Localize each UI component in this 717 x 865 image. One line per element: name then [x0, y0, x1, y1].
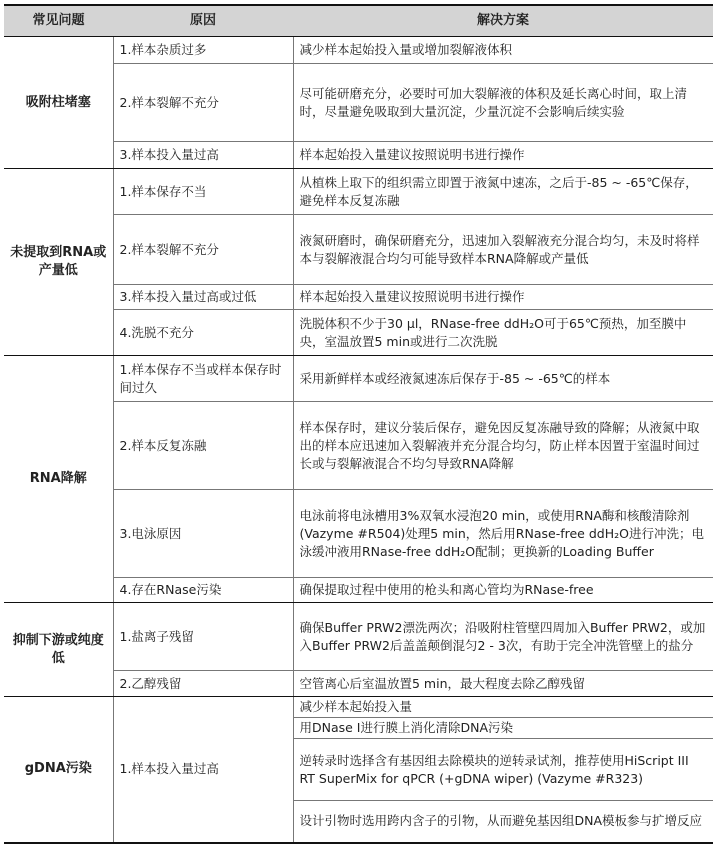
- solution-cell: 确保Buffer PRW2漂洗两次；沿吸附柱管壁四周加入Buffer PRW2，或加入Buffer PRW2后盖盖颠倒混匀2 - 3次，有助于完全冲洗管壁上的盐分: [293, 603, 713, 671]
- solution-cell: 确保提取过程中使用的枪头和离心管均为RNase-free: [293, 578, 713, 603]
- cause-cell: 2.样本裂解不充分: [113, 215, 293, 285]
- cause-cell: 2.样本反复冻融: [113, 402, 293, 490]
- solution-cell: 样本保存时，建议分装后保存，避免因反复冻融导致的降解；从液氮中取出的样本应迅速加入裂解液并充分混合均匀，防止样本因置于室温时间过长或与裂解液混合不均匀导致RNA降解: [293, 402, 713, 490]
- problem-cell: gDNA污染: [4, 697, 113, 843]
- solution-cell: 样本起始投入量建议按照说明书进行操作: [293, 142, 713, 169]
- table-row: [4, 603, 713, 671]
- solution-cell: 逆转录时选择含有基因组去除模块的逆转录试剂，推荐使用HiScript III RT SuperMix for qPCR (+gDNA wiper) (Vazyme #R323): [293, 739, 713, 801]
- solution-cell: 样本起始投入量建议按照说明书进行操作: [293, 285, 713, 310]
- problem-cell: 抑制下游或纯度低: [4, 603, 113, 697]
- cause-cell: 2.乙醇残留: [113, 671, 293, 697]
- problem-cell: 未提取到RNA或产量低: [4, 169, 113, 356]
- cause-cell: 1.样本杂质过多: [113, 37, 293, 64]
- cause-cell: 4.存在RNase污染: [113, 578, 293, 603]
- cause-cell: 1.样本保存不当或样本保存时间过久: [113, 356, 293, 402]
- cause-cell: 4.洗脱不充分: [113, 310, 293, 356]
- solution-cell: 尽可能研磨充分，必要时可加大裂解液的体积及延长离心时间，取上清时，尽量避免吸取到大量沉淀，少量沉淀不会影响后续实验: [293, 64, 713, 142]
- solution-cell: 空管离心后室温放置5 min，最大程度去除乙醇残留: [293, 671, 713, 697]
- solution-cell: 减少样本起始投入量或增加裂解液体积: [293, 37, 713, 64]
- cause-cell: 1.盐离子残留: [113, 603, 293, 671]
- cause-cell: 3.样本投入量过高: [113, 142, 293, 169]
- solution-cell: 电泳前将电泳槽用3%双氧水浸泡20 min，或使用RNA酶和核酸清除剂(Vazyme #R504)处理5 min，然后用RNase-free ddH₂O进行冲洗；电泳缓冲液用RNase-free ddH₂O配制；更换新的Loading Buffer: [293, 490, 713, 578]
- table-row: [4, 356, 713, 402]
- troubleshooting-table: [4, 4, 713, 844]
- table-row: [4, 697, 713, 718]
- solution-cell: 减少样本起始投入量: [293, 697, 713, 718]
- problem-cell: 吸附柱堵塞: [4, 37, 113, 169]
- header-row: [4, 5, 713, 37]
- solution-cell: 设计引物时选用跨内含子的引物，从而避免基因组DNA模板参与扩增反应: [293, 801, 713, 843]
- cause-cell: 3.电泳原因: [113, 490, 293, 578]
- cause-cell: 2.样本裂解不充分: [113, 64, 293, 142]
- solution-cell: 用DNase I进行膜上消化清除DNA污染: [293, 718, 713, 739]
- problem-cell: RNA降解: [4, 356, 113, 603]
- cause-cell: 1.样本保存不当: [113, 169, 293, 215]
- solution-cell: 采用新鲜样本或经液氮速冻后保存于-85 ~ -65℃的样本: [293, 356, 713, 402]
- table-row: [4, 169, 713, 215]
- solution-cell: 液氮研磨时，确保研磨充分，迅速加入裂解液充分混合均匀，未及时将样本与裂解液混合均匀可能导致样本RNA降解或产量低: [293, 215, 713, 285]
- header-problem: 常见问题: [4, 5, 113, 37]
- solution-cell: 洗脱体积不少于30 μl，RNase-free ddH₂O可于65℃预热，加至膜中央，室温放置5 min或进行二次洗脱: [293, 310, 713, 356]
- cause-cell: 3.样本投入量过高或过低: [113, 285, 293, 310]
- header-solution: 解决方案: [293, 5, 713, 37]
- solution-cell: 从植株上取下的组织需立即置于液氮中速冻，之后于-85 ~ -65℃保存，避免样本反复冻融: [293, 169, 713, 215]
- header-cause: 原因: [113, 5, 293, 37]
- table-row: [4, 37, 713, 64]
- cause-cell: 1.样本投入量过高: [113, 697, 293, 843]
